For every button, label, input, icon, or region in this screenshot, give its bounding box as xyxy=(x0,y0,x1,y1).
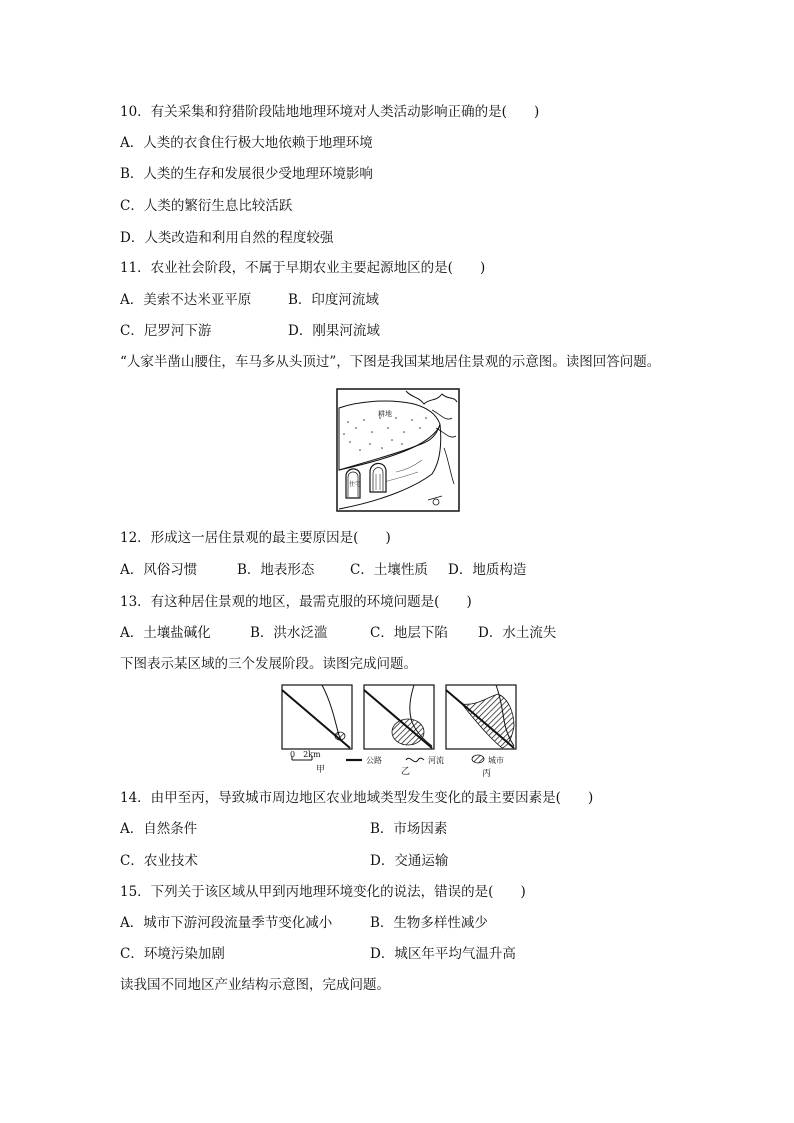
legend-road-label: 公路 xyxy=(366,756,382,765)
q12-option-d: D．地质构造 xyxy=(448,562,527,578)
q12-option-c: C．土壤性质 xyxy=(350,562,428,578)
dwelling-landscape-figure xyxy=(336,388,460,512)
q10-option-c: C．人类的繁衍生息比较活跃 xyxy=(120,198,293,214)
q13-option-c: C．地层下陷 xyxy=(370,625,448,641)
legend-river-label: 河流 xyxy=(428,756,444,765)
q15-stem: 15．下列关于该区域从甲到丙地理环境变化的说法，错误的是( ) xyxy=(120,884,526,900)
q13-option-a: A．土壤盐碱化 xyxy=(120,625,211,641)
farmland-label: 耕地 xyxy=(378,410,392,418)
panel-yi-label: 乙 xyxy=(401,767,411,777)
q14-option-d: D．交通运输 xyxy=(370,853,449,869)
q12-option-a: A．风俗习惯 xyxy=(120,562,198,578)
q14-stem: 14．由甲至丙，导致城市周边地区农业地域类型发生变化的最主要因素是( ) xyxy=(120,790,594,806)
q14-option-b: B．市场因素 xyxy=(370,821,448,837)
q15-option-d: D．城区年平均气温升高 xyxy=(370,946,516,962)
panel-jia xyxy=(282,685,352,749)
q10-option-a: A．人类的衣食住行极大地依赖于地理环境 xyxy=(120,135,373,151)
q12-stem: 12．形成这一居住景观的最主要原因是( ) xyxy=(120,530,391,546)
q15-option-a: A．城市下游河段流量季节变化减小 xyxy=(120,915,333,931)
q10-option-d: D．人类改造和利用自然的程度较强 xyxy=(120,230,334,246)
q11-option-c: C．尼罗河下游 xyxy=(120,323,212,339)
q11-option-b: B．印度河流域 xyxy=(288,292,379,308)
q14-option-c: C．农业技术 xyxy=(120,853,198,869)
q10-option-b: B．人类的生存和发展很少受地理环境影响 xyxy=(120,166,373,182)
scale-label: 0 2km xyxy=(290,750,321,759)
q11-option-d: D．刚果河流域 xyxy=(288,323,380,339)
q15-option-c: C．环境污染加剧 xyxy=(120,946,225,962)
q12-option-b: B．地表形态 xyxy=(237,562,315,578)
q15-option-b: B．生物多样性减少 xyxy=(370,915,488,931)
q13-option-b: B．洪水泛滥 xyxy=(250,625,328,641)
q14-option-a: A．自然条件 xyxy=(120,821,198,837)
q13-option-d: D．水土流失 xyxy=(478,625,557,641)
panel-yi xyxy=(364,685,434,749)
dwelling-label: 住宅 xyxy=(349,481,362,488)
intro-stages: 下图表示某区域的三个发展阶段。读图完成问题。 xyxy=(120,656,417,672)
q11-option-a: A．美索不达米亚平原 xyxy=(120,292,252,308)
intro-industry: 读我国不同地区产业结构示意图，完成问题。 xyxy=(120,977,390,993)
panel-bing xyxy=(446,685,516,749)
panel-jia-label: 甲 xyxy=(316,765,326,775)
intro-dwelling: “人家半凿山腰住，车马多从头顶过”，下图是我国某地居住景观的示意图。读图回答问题。 xyxy=(120,354,661,370)
development-stages-figure xyxy=(276,682,526,782)
q13-stem: 13．有这种居住景观的地区，最需克服的环境问题是( ) xyxy=(120,594,472,610)
legend-city-label: 城市 xyxy=(488,756,504,765)
panel-bing-label: 丙 xyxy=(482,769,492,779)
q10-stem: 10．有关采集和狩猎阶段陆地地理环境对人类活动影响正确的是( ) xyxy=(120,104,540,120)
q11-stem: 11．农业社会阶段，不属于早期农业主要起源地区的是( ) xyxy=(120,260,486,276)
